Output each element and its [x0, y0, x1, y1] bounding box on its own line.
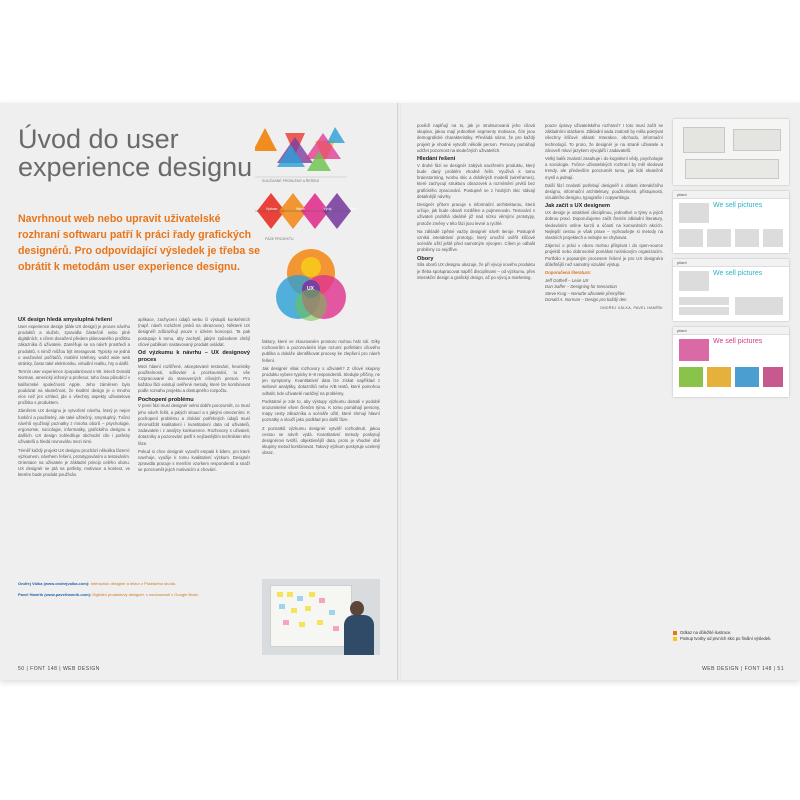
diamond-label: Výzkum	[266, 207, 278, 211]
paragraph: Jak designér však rozhovory s uživateli? Z cílové skupiny produktu vybere typicky 6–8 respondentů. Sledujte příčiny, ne jen symptomy. Kvantitativní data lze získat například z webové analytiky, dotazníků nebo A/B testů, které pomohou odhalit, kde uživatelé narážejí na problémy.	[262, 365, 380, 396]
diamond-label: Návrh	[296, 207, 305, 211]
infobox-entry	[18, 592, 256, 598]
paragraph: Síla oborů UX designu ukazuje, že při vývoji nového produktu je třeba spolupracovat napříč disciplínami – od výzkumu, přes interakční design a grafický design, až po vývoj a marketing.	[417, 262, 535, 280]
paragraph: Designér přitom pracuje s informační architekturou, která určuje, jak bude obsah rozdělen a pojmenován. Testování s uživateli probíhá ideálně již nad nízko věrnými prototypy, protože změny v této fázi jsou levné a rychlé.	[417, 202, 535, 226]
legend-swatch	[673, 637, 677, 641]
site-brand: pliant	[677, 260, 687, 265]
venn-circle	[301, 257, 321, 277]
infobox-name: Ondřej Válka (www.ondrejvalka.com):	[18, 581, 90, 586]
section-heading: Obory	[417, 255, 434, 262]
text-column-2	[138, 317, 250, 575]
image-legend	[673, 630, 793, 642]
paragraph: povědí naplňují na to, jak je strukturovaná jeho cílová skupina, jakou mají jednotlivé segmenty motivace, čím jsou demografické charakteristiky. Převládá názor, že pro každý projekt je vhodné vytvořit několik person. Persony pomáhají udržet pozornost na skutečných uživatelích.	[417, 123, 535, 153]
venn-center-label: UX	[307, 286, 314, 292]
page-folio-right: WEB DESIGN | FONT 148 | 51	[702, 666, 784, 672]
paragraph: Pokud si chce designér vytvořit empatii k lidem, pro které navrhuje, využije k tomu kvalitativní výzkum. Designér zpravidla pracuje s menším vzorkem respondentů a snaží se porozumět jejich motivacím a chování.	[138, 448, 250, 473]
page-folio-left: 50 | FONT 148 | WEB DESIGN	[18, 666, 100, 672]
paragraph: Termín user experience zpopularizoval v 90. letech Donald Norman, americký inženýr a profesor, toho času působící v kalifornské společnosti Apple. Jeho záměrem bylo poukázat na skutečnost, že kvalitní design je o mnoho více než jen vzhled, jde o všechny aspekty uživatelova prožitku s produktem.	[18, 369, 130, 406]
paragraph: Další fází znalostí potřebují designéři v oblasti interakčního designu, informační architektury, použitelnosti, přístupnosti, vizuálního designu, typografie i copywritingu.	[545, 182, 663, 201]
venn-circle	[295, 289, 327, 321]
whiteboard-photo	[262, 579, 380, 655]
literature-item: Dan Saffer – Designing for Interaction	[545, 284, 617, 290]
diamond-label: Vývoj	[323, 207, 332, 211]
person-head	[350, 601, 364, 616]
site-headline: We sell pictures	[713, 202, 763, 209]
paragraph: Podstatné je zde to, aby výstupy výzkumu dostali v podobě srozumitelné všem členům týmu. K tomu pomáhají persony, mapy cesty zákazníka a scénáře užití, které shrnují hlavní poznatky a slouží jako podklad pro další fáze.	[262, 398, 380, 423]
text-column-3	[262, 339, 380, 575]
site-brand: pliant	[677, 328, 687, 333]
paragraph: V první fázi musí designér velmi dobře porozumět, co musí jeho návrh řešit, a jakých situací a s jakými omezeními. K pochopení problému a získání potřebných údajů musí shromáždit kvalitativní i kvantitativní data od uživatelů, zadavatele i z analýzy konkurence. Rozhovory s uživateli, dotazníky a pozorování patří k nejčastějším technikám této fáze.	[138, 403, 250, 446]
literature-item: Jeff Gothelf – Lean UX	[545, 278, 589, 284]
sketch-photo	[673, 119, 789, 185]
site-headline: We sell pictures	[713, 338, 763, 345]
text-column-1	[18, 317, 130, 575]
literature-item: Steve Krug – Nenuťte uživatele přemýšlet	[545, 290, 625, 296]
whiteboard	[270, 585, 352, 647]
infobox-desc: Digitální produktový designér, v současnosti v Google Brain.	[92, 591, 199, 597]
paragraph: Záměrem UX designu je vytvoření návrhu, který je nejen funkční a použitelný, ale také užitečný, smysluplný. Tvůrci návrhů využívají poznatky z mnoha oborů – psychologie, ergonomie, sociologie, informatiky, grafického designu a dalších. UX design zohledňuje obchodní cíle i potřeby uživatelů a hledá rovnováhu mezi nimi.	[18, 408, 130, 445]
wireframe-screenshot	[673, 259, 789, 321]
wireframe-screenshot	[673, 191, 789, 253]
diamond-label: Test	[350, 207, 356, 211]
paragraph: Zájemci o práci v oboru mohou přispívat i do open-source projektů nebo dobrovolně pomáhat neziskovým organizacím. Portfolio s popsaným procesem řešení je pro UX designéra důležitější než samotný vizuální výstup.	[545, 243, 663, 267]
screenshot-stack	[673, 119, 789, 403]
diagram-caption: SOUČASNÉ PROBLÉMY A ŘEŠENÍ	[262, 179, 319, 183]
legend-item	[673, 636, 793, 642]
text-column-5	[545, 123, 663, 653]
paragraph: User experience design (dále UX design) je proces návrhu produktů a služeb, zpravidla částečně nebo plně digitálních, s cílem dosažení předem plánovaného prožitku zákazníka či uživatele. Zaměřuje se na návrh prostředí a produktů, s nimiž můžou být interagovat. Typicky se jedná o uvažování počítačů, mobilní telefony, world wide web stránky, často také elektroniku, virtuální realitu, hry a další.	[18, 323, 130, 367]
paragraph: faktory, které ve zkoumaném prostoru mohou hrát roli. Díky rozhovorům a pozorováním lépe rozumí potřebám cílového publika a dokáže identifikovat procesy ke zlepšení pro návrh řešení.	[262, 339, 380, 363]
paragraph: V druhé fázi se designér zabývá navržením produktu, který bude daný problém vhodně řešit. Využívá k tomu brainstorming, tvorbu skic a drátěných modelů (wireframes), které zachycují strukturu obrazovek a rozmístění prvků bez grafického zpracování. Postupně se z hrubých skic stávají detailnější návrhy.	[417, 162, 535, 199]
triangles-diagram	[255, 123, 347, 183]
paragraph: Z poznatků výzkumu designér vytváří rozhodnutí, jakou cestou se návrh vydá. Kvantitativní metody poskytují designérovi tvrdší, objektivnější data, proto je vhodné obě skupiny metod kombinovat. Takový výzkum poskytuje ucelený obraz.	[262, 425, 380, 456]
text-column-4	[417, 123, 535, 653]
section-heading: Pochopení problému	[138, 396, 194, 403]
infobox-entry	[18, 581, 256, 587]
section-heading: Jak začít s UX designem	[545, 203, 610, 210]
final-design-screenshot	[673, 327, 789, 397]
section-heading: Od výzkumu k návrhu – UX designový proces	[138, 350, 250, 363]
infobox-name: Pavel Hamřík (www.pavelhamrik.com):	[18, 591, 92, 597]
literature-item: Donald A. Norman – Design pro každý den	[545, 296, 627, 302]
legend-label: Odkaz na důležité ilustrace.	[680, 630, 732, 635]
triangle-shape	[327, 127, 345, 143]
infobox-desc: Interaction designer a lektor z Pražského studia.	[90, 581, 176, 586]
triangle-shape	[255, 128, 277, 151]
paragraph: Na základě zpětné vazby designér návrh iteruje. Postupně vzniká interaktivní prototyp, který umožní ověřit klíčové scénáře užití ještě před samotným vývojem. Cílem je odhalit problémy co nejdříve.	[417, 228, 535, 253]
literature-title: Doporučená literatura:	[545, 270, 592, 276]
diagram-caption: FÁZE PROJEKTU	[265, 237, 294, 241]
article-title: Úvod do user experience designu	[18, 124, 253, 182]
paragraph: pouze úpravy uživatelského rozhraní? I toto musí začít se základními otázkami. Základní sada znalostí by měla pokrývat všechny klíčové oblasti: Interakce, obchodu, informační technologií. To proto, že designér je na straně uživatele a zároveň mluví jazykem vývojářů i zadavatelů.	[545, 123, 663, 153]
section-heading: UX design hledá smysluplná řešení	[18, 317, 112, 323]
article-lead: Navrhnout web nebo upravit uživatelské rozhraní softwaru patří k práci řady grafických designérů. Pro odpovídající výsledek je třeba se obrátit k metodám user experience designu.	[18, 213, 260, 273]
paragraph: Téměř každý projekt UX designu prochází několika fázemi: výzkumem, návrhem řešení, prototypováním a testováním. Orientace na uživatele je základní princip celého oboru. UX designér se ptá na potřeby, motivace a kontext, ve kterém bude produkt používán.	[18, 447, 130, 478]
article-authors: ONDŘEJ VÁLKA, PAVEL HAMŘÍK	[599, 306, 663, 311]
section-heading: Hledání řešení	[417, 156, 456, 163]
paragraph: aplikace, zachycení údajů webu či výstupů konkrétních (např. návrh rozložení prvků na obrazovce). Některé UX designéři zdůrazňují pouze v úzkém koncepci. Ta pak postupuje k tomu, aby zachytil, jakým způsobem chtějí cílové publikum nastavovaný produkt ovládat.	[138, 317, 250, 347]
site-headline: We sell pictures	[713, 270, 763, 277]
author-infobox	[18, 581, 256, 653]
legend-label: Postup tvorby od prvních skic po finální výsledek.	[680, 636, 772, 641]
diamond-diagram	[255, 187, 351, 239]
site-brand: pliant	[677, 192, 687, 197]
right-page	[401, 103, 800, 680]
person-body	[344, 615, 374, 655]
legend-swatch	[673, 631, 677, 635]
left-page	[0, 103, 398, 680]
paragraph: Velký balík znalostí zasahuje i do kognitivní vědy, psychologie a sociologie. Tvůrce uživatelských rozhraní by měl sledovat trendy, ale především porozumět tomu, jak lidé skutečně myslí a jednají.	[545, 156, 663, 180]
magazine-spread	[0, 103, 800, 680]
paragraph: UX design je atraktivní disciplínou, jednotlivé a týmy a jejich dobrou praxí. Doporučujeme začít čtením základní literatury, sledováním online kurzů a účastí na komunitních akcích. Nejlepší cestou je však praxe – vyzkoušejte si metody na vlastních projektech a nebojte se chybovat.	[545, 210, 663, 241]
paragraph: Mezi hlavní rozšířené, akceptované testování, heuristiky použitelnosti, sdílování a prozkoumání, to vše rozpracované do stanovených cílových person. Pro každou fázi existují ověřené metody, které lze kombinovat podle rozsahu projektu a dostupného rozpočtu.	[138, 363, 250, 394]
